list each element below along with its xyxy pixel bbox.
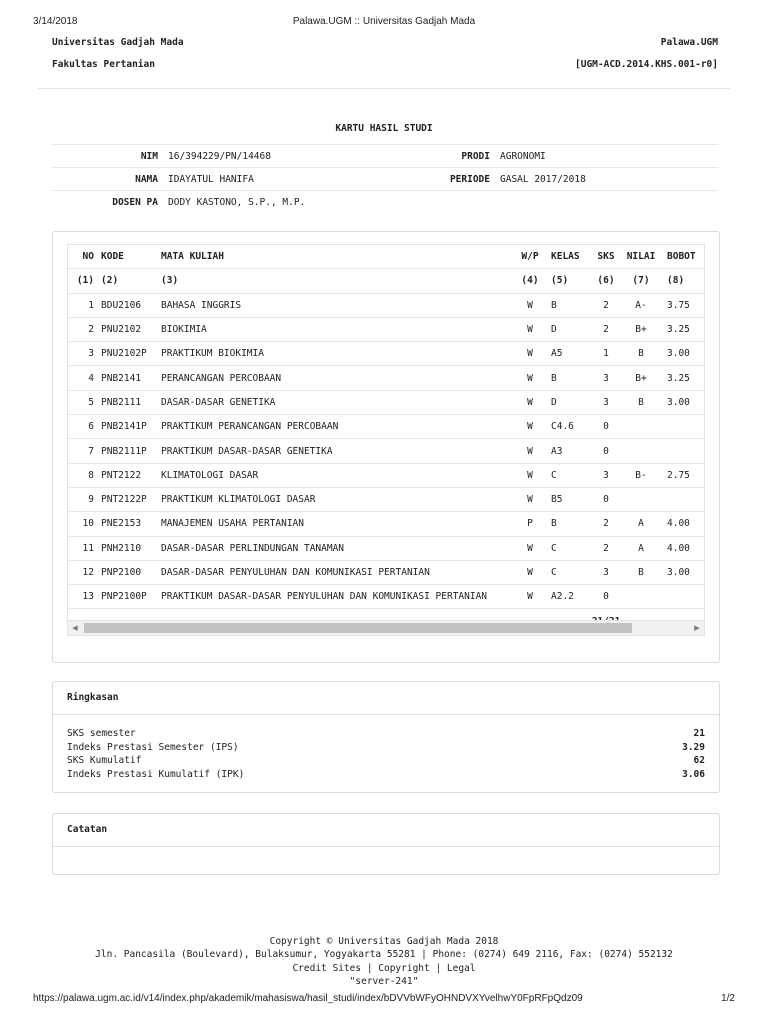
col-header-no: NO — [82, 251, 94, 263]
course-name: PRAKTIKUM KLIMATOLOGI DASAR — [161, 494, 316, 506]
course-table-scroll-area[interactable] — [67, 244, 705, 636]
course-name: KLIMATOLOGI DASAR — [161, 469, 259, 481]
col-header-wp: W/P — [521, 251, 539, 263]
scroll-right-icon[interactable]: ▶ — [694, 624, 700, 632]
class: A5 — [551, 348, 563, 360]
credits: 1 — [603, 348, 609, 360]
grade: A — [638, 518, 644, 530]
table-header-row — [68, 245, 705, 269]
prodi-value: AGRONOMI — [500, 151, 546, 162]
weight — [661, 415, 705, 439]
student-info-row — [52, 144, 718, 168]
row-no: 6 — [88, 421, 94, 433]
grade — [621, 415, 661, 439]
grade — [621, 585, 661, 609]
footer-links: Credit Sites | Copyright | Legal — [292, 962, 476, 974]
class: A2.2 — [551, 591, 574, 603]
notes-panel — [52, 813, 720, 875]
course-code: PNT2122 — [101, 469, 142, 481]
print-page-number: 1/2 — [721, 993, 735, 1004]
weight: 4.00 — [667, 518, 690, 530]
nama-value: IDAYATUL HANIFA — [168, 174, 254, 185]
course-name: DASAR-DASAR GENETIKA — [161, 396, 276, 408]
nim-value: 16/394229/PN/14468 — [168, 151, 271, 162]
prodi-label: PRODI — [461, 151, 490, 162]
class: B — [551, 518, 557, 530]
course-table — [68, 245, 705, 633]
course-code: PNB2111P — [101, 445, 147, 457]
course-name: PRAKTIKUM PERANCANGAN PERCOBAAN — [161, 421, 339, 433]
class: D — [551, 396, 557, 408]
grade: B+ — [635, 324, 647, 336]
print-footer — [0, 993, 768, 1007]
weight: 3.00 — [667, 348, 690, 360]
weight: 3.00 — [667, 567, 690, 578]
weight — [661, 439, 705, 463]
credits: 0 — [603, 421, 609, 433]
row-no: 13 — [82, 591, 94, 603]
app-name[interactable]: Palawa.UGM — [660, 37, 718, 48]
summary-label: Indeks Prestasi Kumulatif (IPK) — [67, 768, 245, 780]
course-table-body — [68, 293, 705, 609]
footer-copyright: Copyright © Universitas Gadjah Mada 2018 — [269, 936, 499, 947]
course-code: PNP2100P — [101, 591, 147, 603]
print-header — [0, 16, 768, 30]
row-no: 8 — [88, 469, 94, 481]
course-code: PNU2102P — [101, 348, 147, 360]
summary-value: 3.29 — [682, 741, 705, 753]
weight — [661, 585, 705, 609]
copyright-link[interactable]: Copyright — [378, 962, 430, 974]
page-title: KARTU HASIL STUDI — [335, 123, 433, 134]
credits: 0 — [603, 591, 609, 603]
summary-label: Indeks Prestasi Semester (IPS) — [67, 741, 239, 753]
faculty-name: Fakultas Pertanian — [52, 59, 155, 70]
course-type: W — [527, 372, 533, 384]
course-code: PNP2100 — [101, 567, 142, 578]
class: C — [551, 567, 557, 578]
server-id: "server-241" — [349, 975, 419, 987]
credits: 2 — [603, 299, 609, 311]
col-index: (7) — [632, 275, 650, 287]
course-code: PNB2141P — [101, 421, 147, 433]
summary-value: 3.06 — [682, 768, 705, 780]
scrollbar-thumb[interactable] — [84, 623, 632, 633]
summary-row — [67, 728, 705, 742]
summary-label: SKS semester — [67, 728, 136, 739]
course-type: W — [527, 469, 533, 481]
course-code: PNU2102 — [101, 324, 142, 336]
grade: B — [638, 567, 644, 578]
grade: A- — [635, 299, 647, 311]
weight: 4.00 — [667, 542, 690, 554]
course-code: BDU2106 — [101, 299, 142, 311]
table-row — [68, 293, 705, 317]
document-code: [UGM-ACD.2014.KHS.001-r0] — [575, 59, 718, 70]
footer-address: Jln. Pancasila (Boulevard), Bulaksumur, Yogyakarta 55281 | Phone: (0274) 649 2116, Fax: (0274) 552132 — [95, 949, 673, 961]
course-type: W — [527, 324, 533, 336]
print-date: 3/14/2018 — [33, 16, 78, 27]
grade: B- — [635, 469, 647, 481]
periode-label: PERIODE — [449, 174, 490, 185]
table-row — [68, 317, 705, 341]
table-row — [68, 512, 705, 536]
table-row — [68, 560, 705, 584]
course-type: W — [527, 494, 533, 506]
course-type: W — [527, 542, 533, 554]
summary-value: 62 — [693, 755, 705, 766]
class: C4.6 — [551, 421, 574, 433]
row-no: 5 — [88, 396, 94, 408]
page-footer — [0, 935, 768, 988]
course-code: PNH2110 — [101, 542, 142, 554]
top-bar — [52, 37, 718, 48]
summary-row — [67, 755, 705, 769]
col-index: (2) — [101, 275, 119, 287]
weight: 3.25 — [667, 324, 690, 336]
course-type: P — [527, 518, 533, 530]
summary-label: SKS Kumulatif — [67, 755, 142, 766]
class: C — [551, 542, 557, 554]
row-no: 3 — [88, 348, 94, 360]
notes-title: Catatan — [53, 814, 719, 847]
col-index: (4) — [521, 275, 539, 287]
col-header-mata-kuliah: MATA KULIAH — [161, 251, 224, 263]
table-row — [68, 487, 705, 511]
col-index: (3) — [161, 275, 179, 287]
row-no: 12 — [82, 567, 94, 578]
grade: B — [638, 348, 644, 360]
col-header-kode: KODE — [101, 251, 124, 263]
dosen-label: DOSEN PA — [112, 197, 158, 208]
credits: 2 — [603, 518, 609, 530]
col-index: (8) — [667, 275, 685, 287]
periode-value: GASAL 2017/2018 — [500, 174, 586, 185]
grade — [621, 487, 661, 511]
class: D — [551, 324, 557, 336]
course-type: W — [527, 396, 533, 408]
course-type: W — [527, 567, 533, 578]
top-bar-second-line — [52, 59, 718, 70]
print-title: Palawa.UGM :: Universitas Gadjah Mada — [292, 16, 476, 27]
class: B — [551, 372, 557, 384]
course-type: W — [527, 421, 533, 433]
credits: 3 — [603, 372, 609, 384]
table-row — [68, 342, 705, 366]
course-type: W — [527, 445, 533, 457]
credits: 0 — [603, 494, 609, 506]
print-url: https://palawa.ugm.ac.id/v14/index.php/akademik/mahasiswa/hasil_studi/index/bDVVbWFyOHNDVXYvelhwY0FpRFpQdz09 — [33, 993, 583, 1004]
student-info-row — [52, 190, 718, 214]
legal-link[interactable]: Legal — [446, 962, 476, 974]
summary-value: 21 — [693, 728, 705, 739]
credits: 2 — [603, 324, 609, 336]
table-row — [68, 439, 705, 463]
row-no: 10 — [82, 518, 94, 530]
class: A3 — [551, 445, 563, 457]
course-name: DASAR-DASAR PERLINDUNGAN TANAMAN — [161, 542, 345, 554]
horizontal-scrollbar[interactable] — [68, 620, 704, 635]
class: C — [551, 469, 557, 481]
course-name: PRAKTIKUM DASAR-DASAR GENETIKA — [161, 445, 333, 457]
col-header-sks: SKS — [597, 251, 615, 263]
credits: 3 — [603, 567, 609, 578]
summary-row — [67, 742, 705, 756]
col-index: (6) — [597, 275, 615, 287]
course-table-panel — [52, 231, 720, 663]
course-code: PNE2153 — [101, 518, 142, 530]
row-no: 2 — [88, 324, 94, 336]
course-name: BIOKIMIA — [161, 324, 207, 336]
row-no: 4 — [88, 372, 94, 384]
col-header-nilai: NILAI — [626, 251, 656, 263]
student-info-row — [52, 167, 718, 191]
weight: 3.25 — [667, 372, 690, 384]
scroll-left-icon[interactable]: ◀ — [72, 624, 78, 632]
weight: 2.75 — [667, 469, 690, 481]
table-row — [68, 585, 705, 609]
class: B5 — [551, 494, 563, 506]
row-no: 7 — [88, 445, 94, 457]
row-no: 1 — [88, 299, 94, 311]
weight: 3.75 — [667, 299, 690, 311]
course-type: W — [527, 591, 533, 603]
grade — [621, 439, 661, 463]
table-row — [68, 415, 705, 439]
course-name: PRAKTIKUM BIOKIMIA — [161, 348, 264, 360]
summary-title: Ringkasan — [53, 682, 719, 715]
col-index: (5) — [551, 275, 569, 287]
course-code: PNB2141 — [101, 372, 142, 384]
university-name: Universitas Gadjah Mada — [52, 37, 184, 48]
course-name: PERANCANGAN PERCOBAAN — [161, 372, 282, 384]
course-name: MANAJEMEN USAHA PERTANIAN — [161, 518, 304, 530]
summary-row — [67, 769, 705, 783]
course-code: PNT2122P — [101, 494, 147, 506]
table-row — [68, 390, 705, 414]
nama-label: NAMA — [135, 174, 158, 185]
table-row — [68, 366, 705, 390]
summary-list — [67, 728, 705, 782]
credits: 3 — [603, 396, 609, 408]
grade: A — [638, 542, 644, 554]
course-type: W — [527, 348, 533, 360]
row-no: 11 — [82, 542, 94, 554]
row-no: 9 — [88, 494, 94, 506]
grade: B+ — [635, 372, 647, 384]
table-row — [68, 463, 705, 487]
course-type: W — [527, 299, 533, 311]
course-name: DASAR-DASAR PENYULUHAN DAN KOMUNIKASI PERTANIAN — [161, 567, 430, 578]
credits: 0 — [603, 445, 609, 457]
dosen-value: DODY KASTONO, S.P., M.P. — [168, 197, 306, 208]
table-subheader-row — [68, 269, 705, 293]
col-index: (1) — [76, 275, 94, 287]
header-divider — [38, 88, 730, 89]
credits: 3 — [603, 469, 609, 481]
credit-sites-link[interactable]: Credit Sites — [292, 962, 362, 974]
class: B — [551, 299, 557, 311]
course-code: PNB2111 — [101, 396, 142, 408]
weight — [661, 487, 705, 511]
table-row — [68, 536, 705, 560]
weight: 3.00 — [667, 396, 690, 408]
course-name: BAHASA INGGRIS — [161, 299, 242, 311]
col-header-kelas: KELAS — [551, 251, 580, 263]
nim-label: NIM — [140, 151, 158, 162]
summary-panel — [52, 681, 720, 793]
grade: B — [638, 396, 644, 408]
course-name: PRAKTIKUM DASAR-DASAR PENYULUHAN DAN KOMUNIKASI PERTANIAN — [161, 591, 488, 603]
col-header-bobot: BOBOT — [667, 251, 696, 263]
credits: 2 — [603, 542, 609, 554]
